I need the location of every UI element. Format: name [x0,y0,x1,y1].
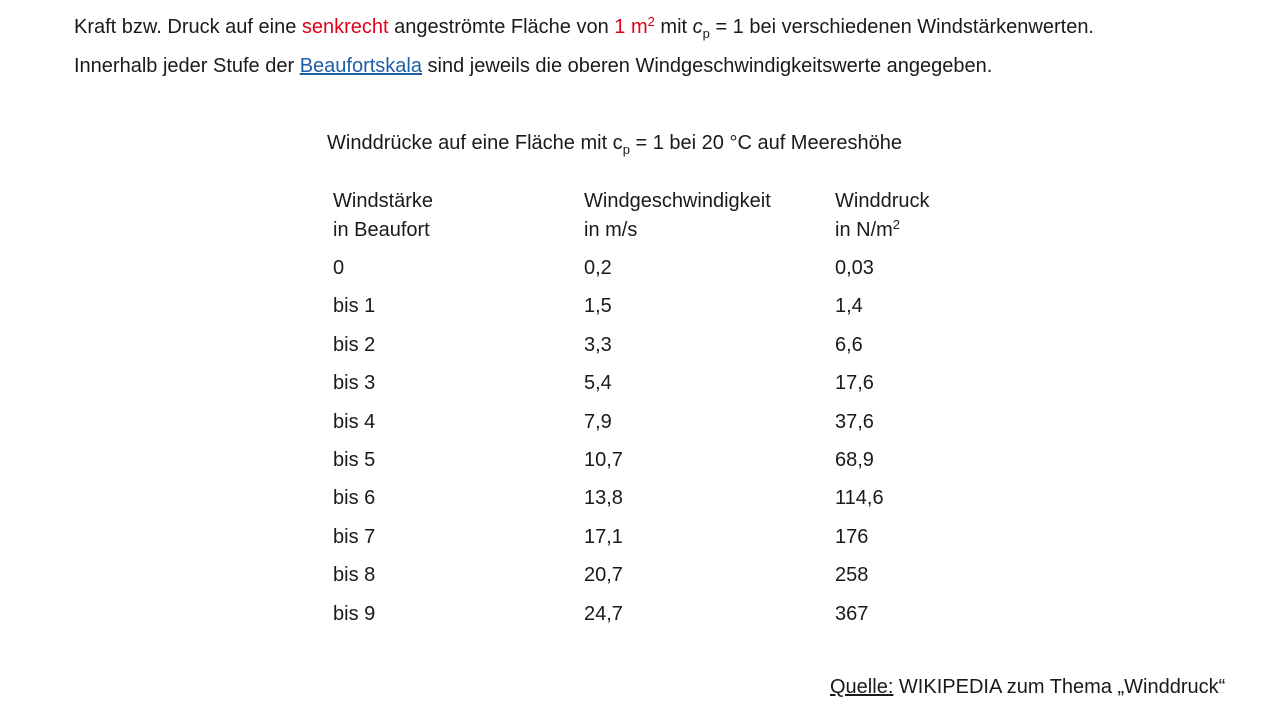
table-row [326,333,975,371]
area-value: 1 $m^2$ [614,14,655,38]
cell-pressure: 68,9 [835,448,874,471]
highlight-senkrecht: senkrecht [301,16,389,38]
table-row [326,448,975,486]
cell-pressure: 367 [835,602,869,625]
cell-beaufort: bis 3 [333,372,376,395]
table-row [326,486,975,524]
cell-speed: 10,7 [584,448,623,471]
table-row [326,371,975,409]
table-row [326,602,975,640]
intro-text: = 1 bei verschiedenen Windstärkenwerten. [709,16,1094,38]
table-row [326,294,975,332]
cell-pressure: 1,4 [835,295,863,318]
table-header-row [326,187,975,256]
cell-pressure: 176 [835,525,869,548]
intro-text: sind jeweils die oberen Windgeschwindigkeitswerte angegeben. [422,55,993,77]
cell-speed: 17,1 [584,525,623,548]
intro-line-1 [74,15,1094,39]
cell-speed: 7,9 [584,410,612,433]
table-title-subscript: p [622,142,630,157]
intro-line-2 [74,54,992,78]
cp-symbol: $c_p$ [692,16,710,41]
source-citation [830,675,1225,699]
cell-beaufort: bis 6 [333,487,376,510]
cell-pressure: 0,03 [835,257,874,279]
cell-pressure: 37,6 [835,410,874,433]
header-beaufort: Windstärke in Beaufort [333,190,434,241]
cell-beaufort: bis 4 [333,410,376,433]
intro-text: Kraft bzw. Druck auf eine [74,16,302,38]
cell-speed: 1,5 [584,295,612,318]
header-speed: Windgeschwindigkeit in m/s [584,190,771,241]
cell-beaufort: bis 7 [333,525,376,548]
cell-pressure: 258 [835,564,869,587]
table-row [326,563,975,601]
beaufortskala-link[interactable]: Beaufortskala [299,55,422,77]
source-label: Quelle: [830,676,894,698]
source-text: WIKIPEDIA zum Thema „Winddruck“ [893,676,1226,698]
cell-speed: 13,8 [584,487,623,510]
cell-beaufort: bis 9 [333,602,376,625]
cell-beaufort: bis 1 [333,295,376,318]
table-row [326,410,975,448]
cell-pressure: 17,6 [835,372,874,395]
cell-speed: 5,4 [584,372,612,395]
intro-text: angeströmte Fläche von [388,16,615,38]
cell-beaufort: 0 [333,257,345,279]
intro-text: mit [654,16,693,38]
cell-speed: 3,3 [584,333,612,356]
cell-pressure: 6,6 [835,333,863,356]
cell-beaufort: bis 5 [333,448,376,471]
wind-pressure-table [326,187,975,640]
table-row [326,525,975,563]
cell-speed: 24,7 [584,602,623,625]
table-row [326,256,975,294]
cell-pressure: 114,6 [835,487,884,510]
cell-beaufort: bis 8 [333,564,376,587]
table-title: Winddrücke auf eine Fläche mit $c_p = 1$ bei 20 °C auf Meereshöhe [327,132,902,157]
cell-speed: 20,7 [584,564,623,587]
header-pressure: Winddruck in $N/m^2$ [835,190,930,241]
cell-beaufort: bis 2 [333,333,376,356]
cell-speed: 0,2 [584,257,612,279]
intro-text: Innerhalb jeder Stufe der [74,55,300,77]
